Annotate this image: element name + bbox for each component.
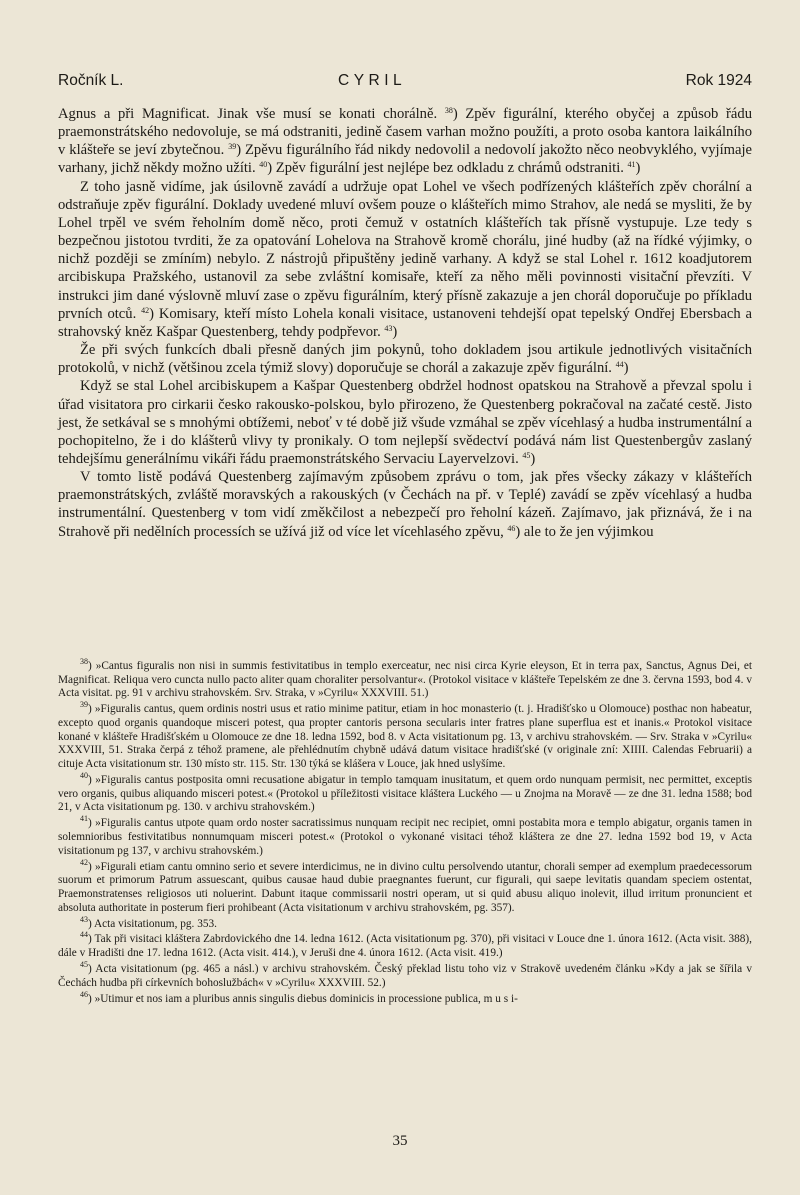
header-volume: Ročník L. [58, 72, 124, 89]
header-year: Rok 1924 [685, 72, 752, 89]
running-header [58, 72, 752, 96]
footnote: $^{46}$) »Utimur et nos iam a pluribus annis singulis diebus dominicis in processione publica, m u s i- [80, 989, 518, 1005]
footnote: $^{42}$) »Figurali etiam cantu omnino serio et severe interdicimus, ne in divino cultu persolvendo utantur, chorali semper ad exemplum praedecessorum suorum et primorum Patrum assuescant, quibus causae haud dubie praegnantes fuerunt, cur figurali, qui saepe levitatis quandam speciem ostentat, Praemonstratenses religiosos uti noluerint. Dabunt itaque commissarii nostri operam, ut si quid abusu aliquo inolevit, illud irritum pronuncient et absoluta authoritate in posterum fieri prohibeant (Acta visitationum v archivu strahovském, pg. 357). [58, 857, 752, 914]
footnote: $^{38}$) »Cantus figuralis non nisi in summis festivitatibus in templo exerceatur, nec nisi circa Kyrie eleyson, Et in terra pax, Sanctus, Agnus Dei, et Magnificat. Reliqua vero cuncta nullo pacto aliter quam choraliter persolvantur«. (Protokol visitace v klášteře Tepelském ze dne 3. června 1593, bod 4. v Acta visitat. pg. 91 v archivu strahovském. Srv. Straka, v »Cyrilu« XXXVIII. 51.) [58, 657, 752, 700]
body-paragraph: Když se stal Lohel arcibiskupem a Kašpar Questenberg obdržel hodnost opatskou na Strahově a převzal spolu i úřad visitatora pro cirkarii česko rakousko-polskou, bylo přirozeno, že Questenberg pokračoval na začaté cestě. Jisto jest, že setkával se s mnohými obtížemi, neboť v té době již všude vzmáhal se zpěv vícehlasý a hudba instrumentální a pochopitelno, že i do klášterů vlivy ty pronikaly. O tom nejlepší svědectví podává nám list Questenbergův zaslaný tehdejšímu generálnímu vikáři řádu praemonstrátského Servaciu Layervelzovi. $^{45}$) [58, 378, 752, 467]
footnote: $^{45}$) Acta visitationum (pg. 465 a násl.) v archivu strahovském. Český překlad listu toho viz v Strakově uvedeném článku »Kdy a jak se šířila v Čechách hudba při církevních bohoslužbách« v »Cyrilu« XXXVIII. 52.) [58, 960, 752, 989]
body-paragraph: Že při svých funkcích dbali přesně daných jim pokynů, toho dokladem jsou artikule jednotlivých visitačních protokolů, v nichž (většinou zcela týmiž slovy) doporučuje se chorál a zakazuje zpěv figurální. $^{44}$) [58, 342, 752, 377]
body-paragraph: Agnus a při Magnificat. Jinak vše musí se konati chorálně. $^{38}$) Zpěv figurální, kterého obyčej a způsob řádu praemonstrátského nedovoluje, se má odstraniti, jedině časem varhan možno použíti, a proto osoba kantora laikálního v klášteře se jeví zbytečnou. $^{39}$) Zpěvu figurálního řád nikdy nedovolil a nedovolí jakožto něco neobvyklého, vyjímaje varhany, jichž někdy možno užíti. $^{40}$) Zpěv figurální jest nejlépe bez odkladu z chrámů odstraniti. $^{41}$) [58, 106, 752, 177]
footnote: $^{41}$) »Figuralis cantus utpote quam ordo noster sacratissimus nunquam recipit nec recipiet, omni postabita mora e templo abigatur, organis tamen in solemnioribus festivitatibus nonnumquam misceri potest.« (Protokol o vykonané visitaci téhož kláštera ze dne 27. ledna 1592 bod 19, v Acta visitationum pg 137, v archivu strahovském.) [58, 814, 752, 857]
header-journal-title: CYRIL [338, 72, 407, 89]
body-paragraph: V tomto listě podává Questenberg zajímavým způsobem zprávu o tom, jak přes všecky zákazy v klášteřích praemonstrátských, zvláště moravských a rakouských (v Čechách na př. v Teplé) zavádí se zpěv vícehlasý a hudba instrumentální. Questenberg v tom vidí změkčilost a nebezpečí pro řeholní kázeň. Zajímavo, jak přiznává, že i na Strahově při nedělních processích se užívá již od více let vícehlasého zpěvu, $^{46}$) ale to že jen výjimkou [58, 469, 752, 540]
body-text [58, 105, 752, 541]
page-number: 35 [392, 1133, 408, 1149]
footnote: $^{39}$) »Figuralis cantus, quem ordinis nostri usus et ratio minime patitur, etiam in hoc monasterio (t. j. Hradišťsko u Olomouce) posthac non habeatur, excepto quod organis quandoque misceri potest, qua propter cantoris persona secularis inter fratres plane superflua est et inanis.« Protokol visitace konané v klášteře Hradišťském u Olomouce ze dne 18. ledna 1592, bod 8. v Acta visitationum pg. 13, v archivu strahovském. — Srv. Straka v »Cyrilu« XXXVIII, 51. Straka čerpá z téhož pramene, ale přehlédnutím chybně udává datum visitace hradišťské (v originale zní: XIIII. Calendas Februarii) a cituje Acta visitationum str. 130 místo str. 115. Str. 130 týká se klášera v Louce, jak hned uslyšíme. [58, 700, 752, 771]
footnote: $^{44}$) Tak při visitaci kláštera Zabrdovického dne 14. ledna 1612. (Acta visitationum pg. 370), při visitaci v Louce dne 1. února 1612. (Acta visit. 388), dále v Hradišti dne 17. ledna 1612. (Acta visit. 414.), v Jeruši dne 4. února 1612. (Acta visit. 419.) [58, 930, 752, 960]
footnotes [58, 657, 752, 1009]
body-paragraph: Z toho jasně vidíme, jak úsilovně zavádí a udržuje opat Lohel ve všech podřízených klášteřích zpěv chorální a odstraňuje zpěv figurální. Doklady uvedené mluví ovšem pouze o klášteřích mimo Strahov, ale nedá se mysliti, že by Lohel trpěl ve svém řeholním domě něco, proti čemuž v ostatních klášteřích tak přísně vystupuje. Lze tedy s bezpečnou jistotou tvrditi, že za opatování Lohelova na Strahově kromě chorálu, jiné hudby (až na řídké výjimky, o nichž později se zmíním) nebylo. Z nástrojů připuštěny jedině varhany. A když se stal Lohel r. 1612 koadjutorem arcibiskupa Pražského, ustanovil za sebe zvláštní komisaře, kteří za něho měli povinnosti visitační převzíti. V instrukci jim dané výslovně mluví zase o zpěvu figurálním, který přísně zakazuje a jen chorál doporučuje po příkladu prvních otců. $^{42}$) Komisary, kteří místo Lohela konali visitace, ustanoveni tehdejší opat tepelský Ondřej Ebersbach a strahovský kněz Kašpar Questenberg, tehdy podpřevor. $^{43}$) [58, 178, 752, 340]
footnote: $^{43}$) Acta visitationum, pg. 353. [80, 914, 217, 930]
footnote: $^{40}$) »Figuralis cantus postposita omni recusatione abigatur in templo tamquam inusitatum, et quem ordo nunquam permisit, nec permittet, exceptis vero organis, quibus aliquando misceri potest.« (Protokol u příležitosti visitace kláštera Luckého — u Znojma na Moravě — ze dne 31. ledna 1588; bod 21, v Acta visitationum pg. 130. v archivu strahovském.) [58, 771, 752, 814]
